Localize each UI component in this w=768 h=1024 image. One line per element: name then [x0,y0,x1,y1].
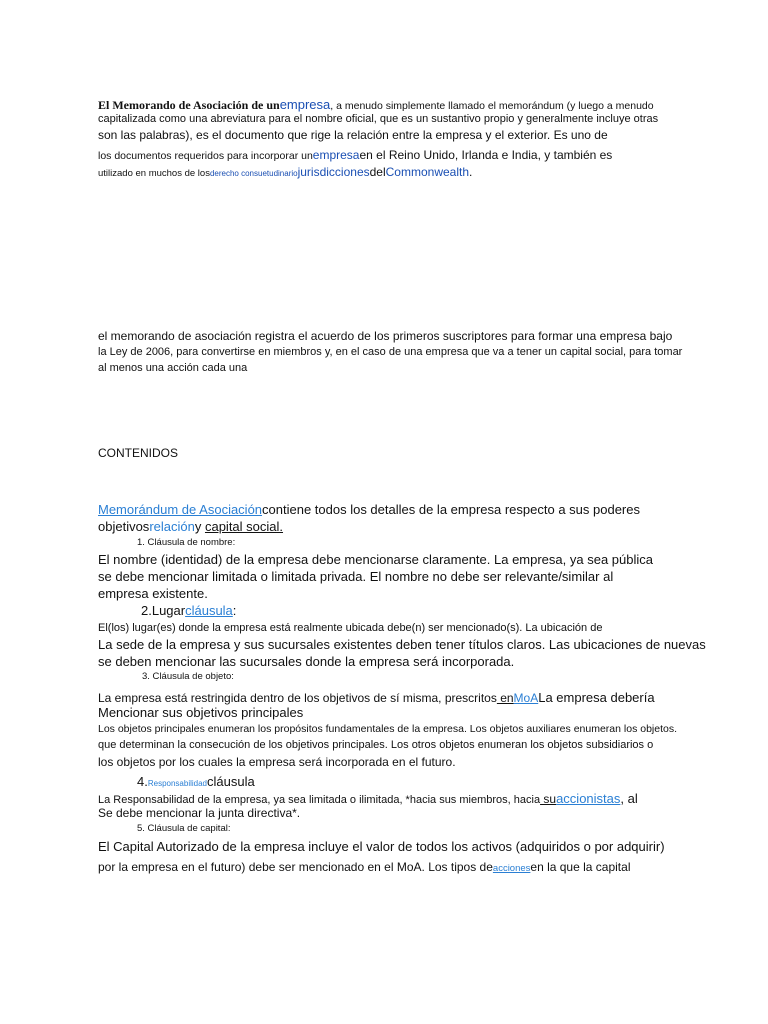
p1-line5: utilizado en muchos de losderecho consuetudinariojurisdiccionesdelCommonwealth. [98,165,473,179]
jurisdicciones-link[interactable]: jurisdicciones [297,165,370,179]
contenidos-heading: CONTENIDOS [98,446,179,460]
p-line1: El(los) lugar(es) donde la empresa está realmente ubicada debe(n) ser mencionado(s). La ubicación de [98,622,603,634]
clause1-title: 1. Cláusula de nombre: [137,537,236,548]
responsabilidad-link[interactable]: Responsabilidad [147,779,207,788]
p1-line1: El Memorando de Asociación de unempresa, a menudo simplemente llamado el memorándum (y luego a menudo [98,97,654,112]
k-line1: El Capital Autorizado de la empresa incluye el valor de todos los activos (adquiridos o por adquirir) [98,839,665,854]
p2-line1: el memorando de asociación registra el acuerdo de los primeros suscriptores para formar una empresa bajo [98,329,673,343]
clause2-title: 2.Lugarcláusula: [141,603,237,618]
n-line1: El nombre (identidad) de la empresa debe mencionarse claramente. La empresa, ya sea pública [98,552,653,567]
p1-line4: los documentos requeridos para incorporar unempresaen el Reino Unido, Irlanda e India, y también es [98,148,613,162]
o-line3: Los objetos principales enumeran los propósitos fundamentales de la empresa. Los objetos auxiliares enumeran los objetos. [98,723,678,735]
o-line1: La empresa está restringida dentro de los objetivos de sí misma, prescritos enMoALa empresa debería [98,690,655,705]
clause5-title: 5. Cláusula de capital: [137,823,231,834]
o-line5: los objetos por los cuales la empresa será incorporada en el futuro. [98,755,456,769]
r-line1: La Responsabilidad de la empresa, ya sea limitada o ilimitada, *hacia sus miembros, hacia suaccionistas, al [98,791,638,806]
relacion-link[interactable]: relación [149,519,195,534]
capital-social-underlined: capital social. [204,519,284,534]
empresa-link-2[interactable]: empresa [312,148,360,162]
p-line3: se deben mencionar las sucursales donde la empresa será incorporada. [98,654,515,669]
clausula-link[interactable]: cláusula [185,603,233,618]
o-line4: que determinan la consecución de los objetivos principales. Los otros objetos enumeran los objetos subsidiarios o [98,739,654,751]
n-line3: empresa existente. [98,586,208,601]
p2-line2: la Ley de 2006, para convertirse en miembros y, en el caso de una empresa que va a tener un capital social, para tomar [98,346,683,358]
empresa-link[interactable]: empresa [279,97,331,112]
k-line2: por la empresa en el futuro) debe ser mencionado en el MoA. Los tipos deaccionesen la que la capital [98,860,631,874]
c-line2: objetivosrelacióny capital social. [98,519,284,534]
p1-line2: capitalizada como una abreviatura para el nombre oficial, que es un sustantivo propio y generalmente incluye otras [98,113,659,125]
n-line2: se debe mencionar limitada o limitada privada. El nombre no debe ser relevante/similar al [98,569,614,584]
p1-line3: son las palabras), es el documento que rige la relación entre la empresa y el exterior. Es uno de [98,128,608,142]
memorandum-link[interactable]: Memorándum de Asociación [98,502,263,517]
moa-link[interactable]: MoA [513,691,539,705]
o-line2: Mencionar sus objetivos principales [98,705,304,720]
r-line2: Se debe mencionar la junta directiva*. [98,806,301,820]
c-line1: Memorándum de Asociacióncontiene todos los detalles de la empresa respecto a sus poderes [98,502,640,517]
acciones-link[interactable]: acciones [492,863,531,874]
clause3-title: 3. Cláusula de objeto: [142,671,234,682]
derecho-consuetudinario-link[interactable]: derecho consuetudinario [209,169,298,178]
p1-title-bold: El Memorando de Asociación de un [98,98,280,112]
p2-line3: al menos una acción cada una [98,362,248,374]
accionistas-link[interactable]: accionistas [556,791,621,806]
clause4-title: 4.Responsabilidadcláusula [137,774,255,789]
commonwealth-link[interactable]: Commonwealth [385,165,470,179]
p-line2: La sede de la empresa y sus sucursales existentes deben tener títulos claros. Las ubicaciones de nuevas [98,637,706,652]
